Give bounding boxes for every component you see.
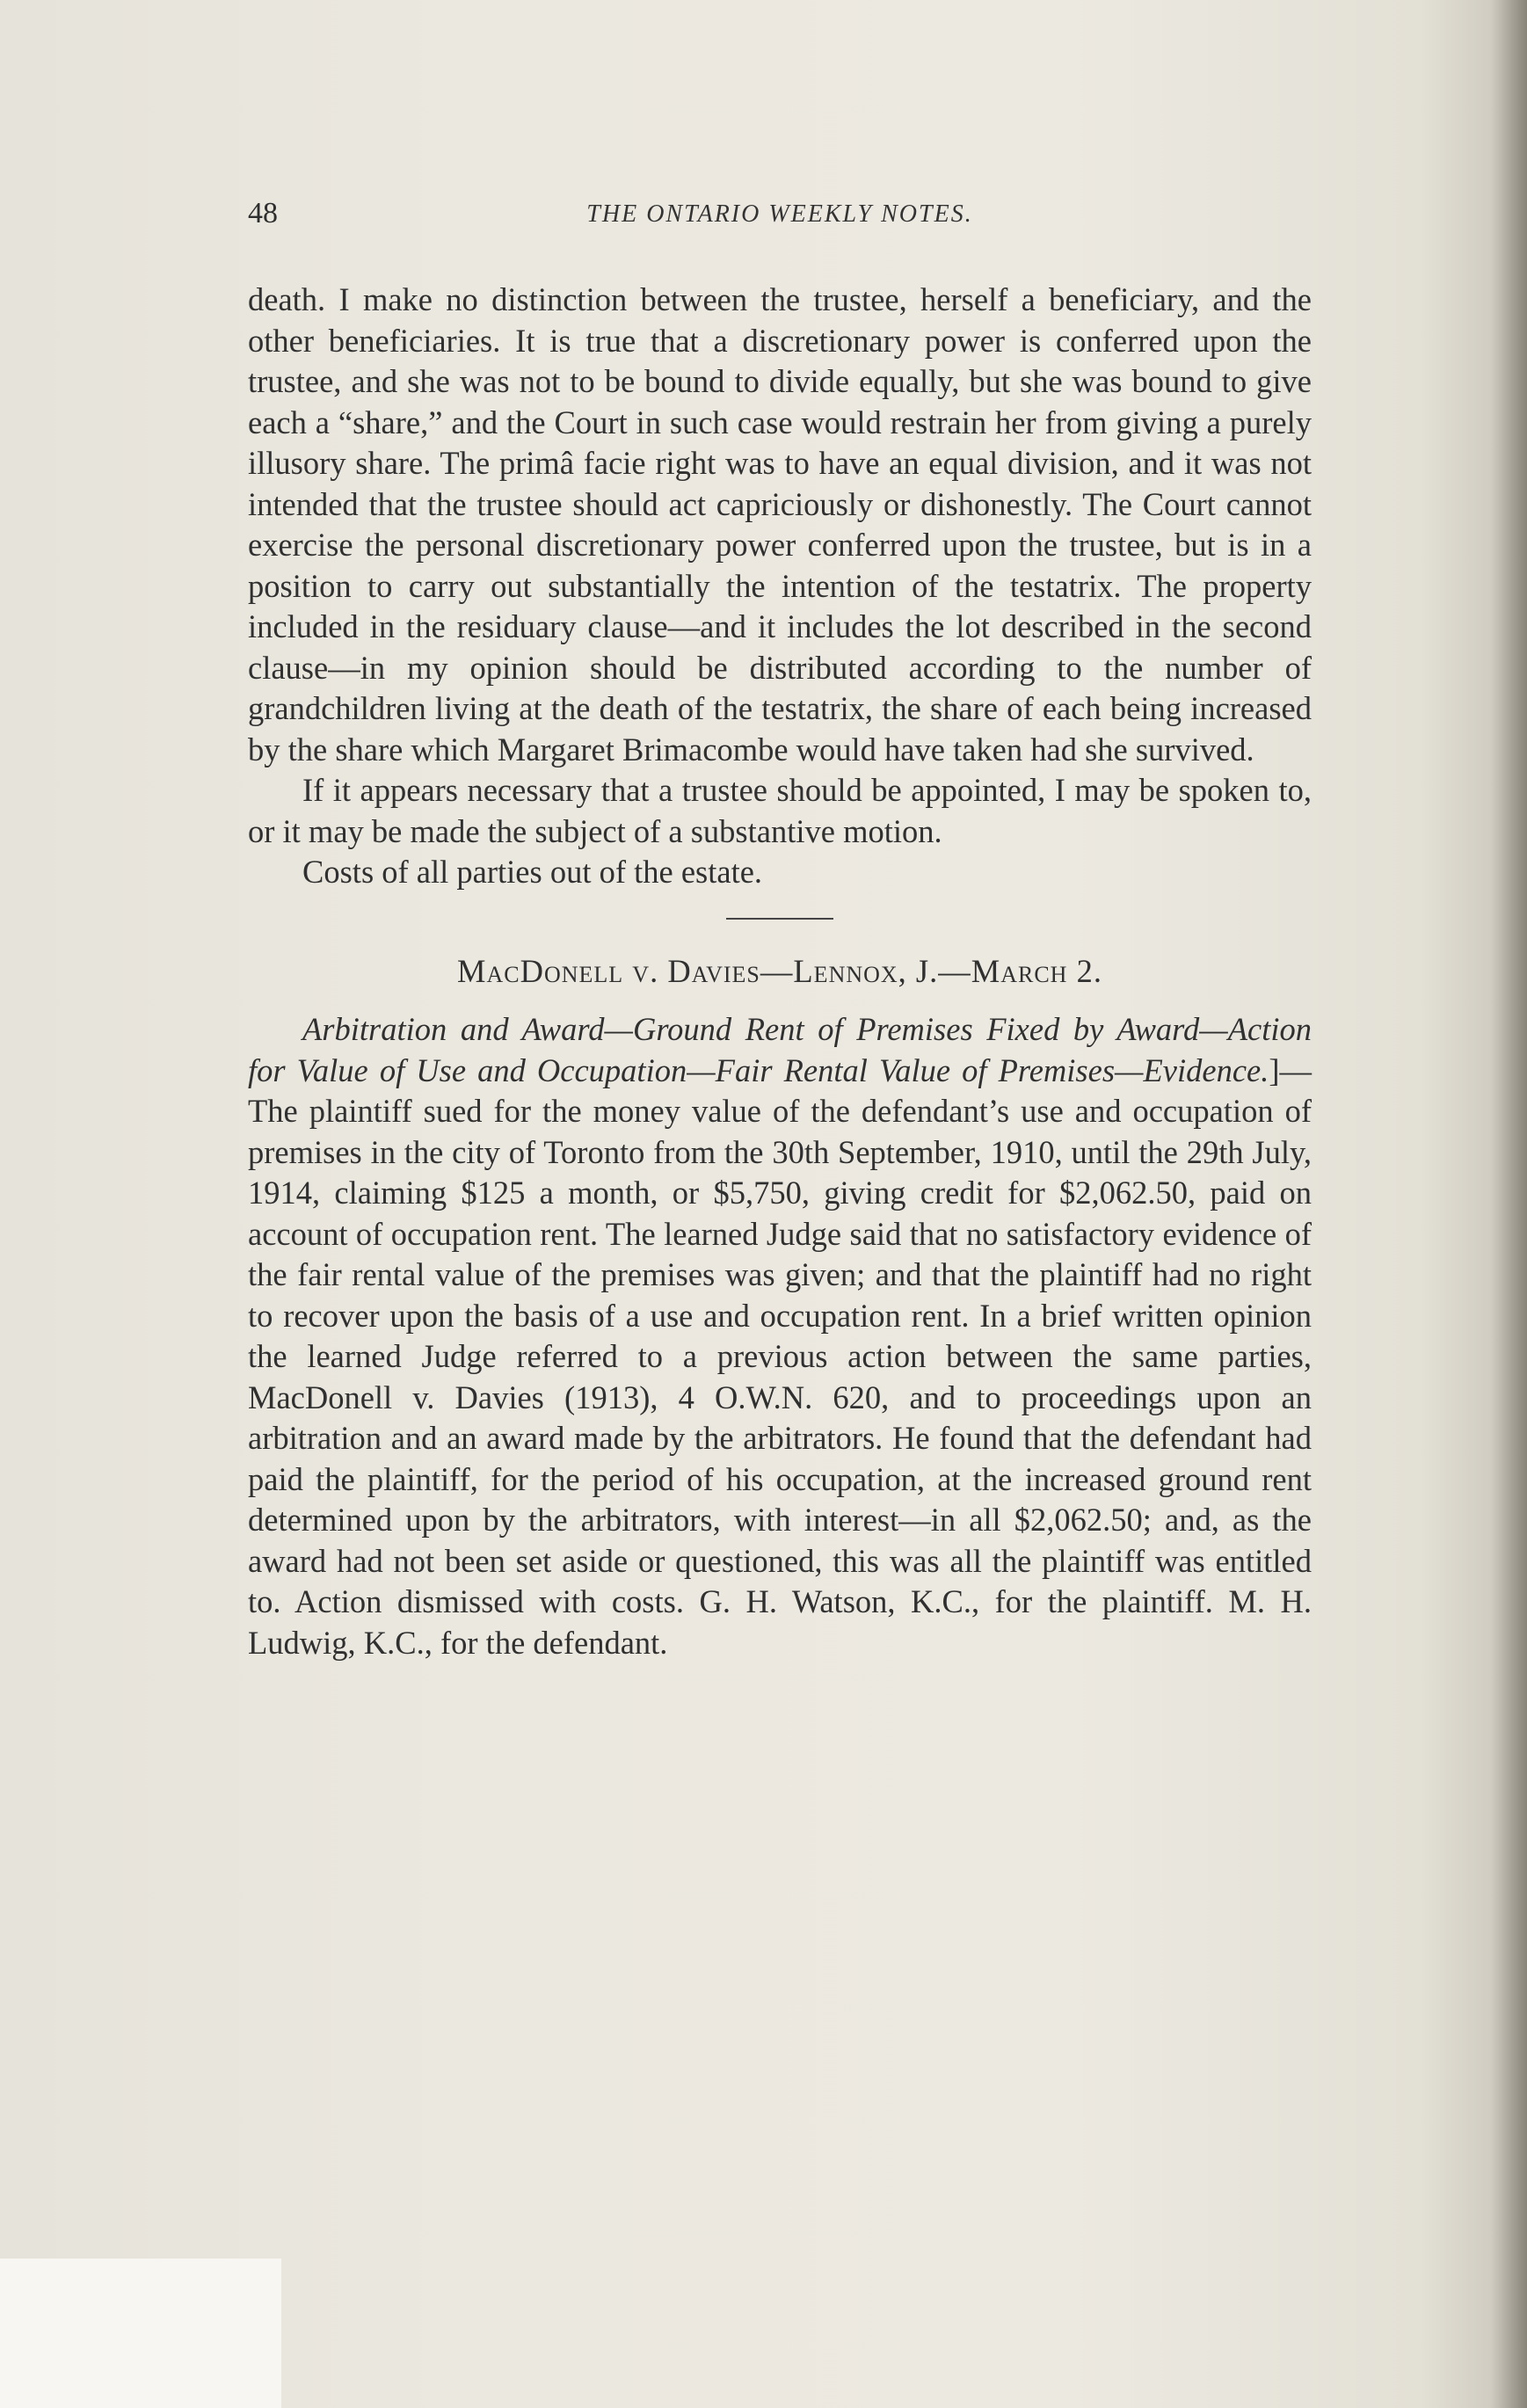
page-body	[248, 280, 1312, 1663]
binding-gutter-shadow	[1490, 0, 1527, 2408]
page-number: 48	[248, 197, 278, 229]
scan-margin	[0, 2259, 281, 2408]
case-caption: MacDonell v. Davies—Lennox, J.—March 2.	[457, 952, 1102, 989]
page-header	[248, 197, 1312, 241]
headnote-subject: Arbitration and Award—Ground Rent of Premises Fixed by Award—Action for Value of Use and Occupation—Fair Rental Value of Premises—Evidence.	[248, 1011, 1312, 1088]
paragraph-judgment-conclusion: death. I make no distinction between the trustee, herself a beneficiary, and the other beneficiaries. It is true that a discretionary power is conferred upon the trustee, and she was not to be bound to divide equally, but she was bound to give each a “share,” and the Court in such case would restrain her from giving a purely illusory share. The primâ facie right was to have an equal division, and it was not intended that the trustee should act capriciously or dishonestly. The Court cannot exercise the personal discretionary power conferred upon the trustee, but is in a position to carry out substantially the intention of the testatrix. The property included in the residuary clause—and it includes the lot described in the second clause—in my opinion should be distributed according to the number of grandchildren living at the death of the testatrix, the share of each being increased by the share which Margaret Brimacombe would have taken had she survived.	[248, 281, 1312, 768]
running-head: THE ONTARIO WEEKLY NOTES.	[586, 200, 973, 228]
section-divider	[726, 918, 833, 920]
headnote-summary: ]—The plaintiff sued for the money value of the defendant’s use and occupation of premises in the city of Toronto from the 30th September, 1910, until the 29th July, 1914, claiming $125 a month, or $5,750, giving credit for $2,062.50, paid on account of occupation rent. The learned Judge said that no satisfactory evidence of the fair rental value of the premises was given; and that the plaintiff had no right to recover upon the basis of a use and occupation rent. In a brief written opinion the learned Judge referred to a previous action between the same parties, MacDonell v. Davies (1913), 4 O.W.N. 620, and to proceedings upon an arbitration and an award made by the arbitrators. He found that the defendant had paid the plaintiff, for the period of his occupation, at the increased ground rent determined upon by the arbitrators, with interest—in all $2,062.50; and, as the award had not been set aside or questioned, this was all the plaintiff was entitled to. Action dismissed with costs. G. H. Watson, K.C., for the plaintiff. M. H. Ludwig, K.C., for the defendant.	[248, 1051, 1312, 1661]
paragraph-headnote	[248, 1009, 1312, 1663]
paragraph-costs: Costs of all parties out of the estate.	[302, 854, 763, 890]
paragraph-trustee-appointment: If it appears necessary that a trustee should be appointed, I may be spoken to, or it may be made the subject of a substantive motion.	[248, 772, 1312, 849]
